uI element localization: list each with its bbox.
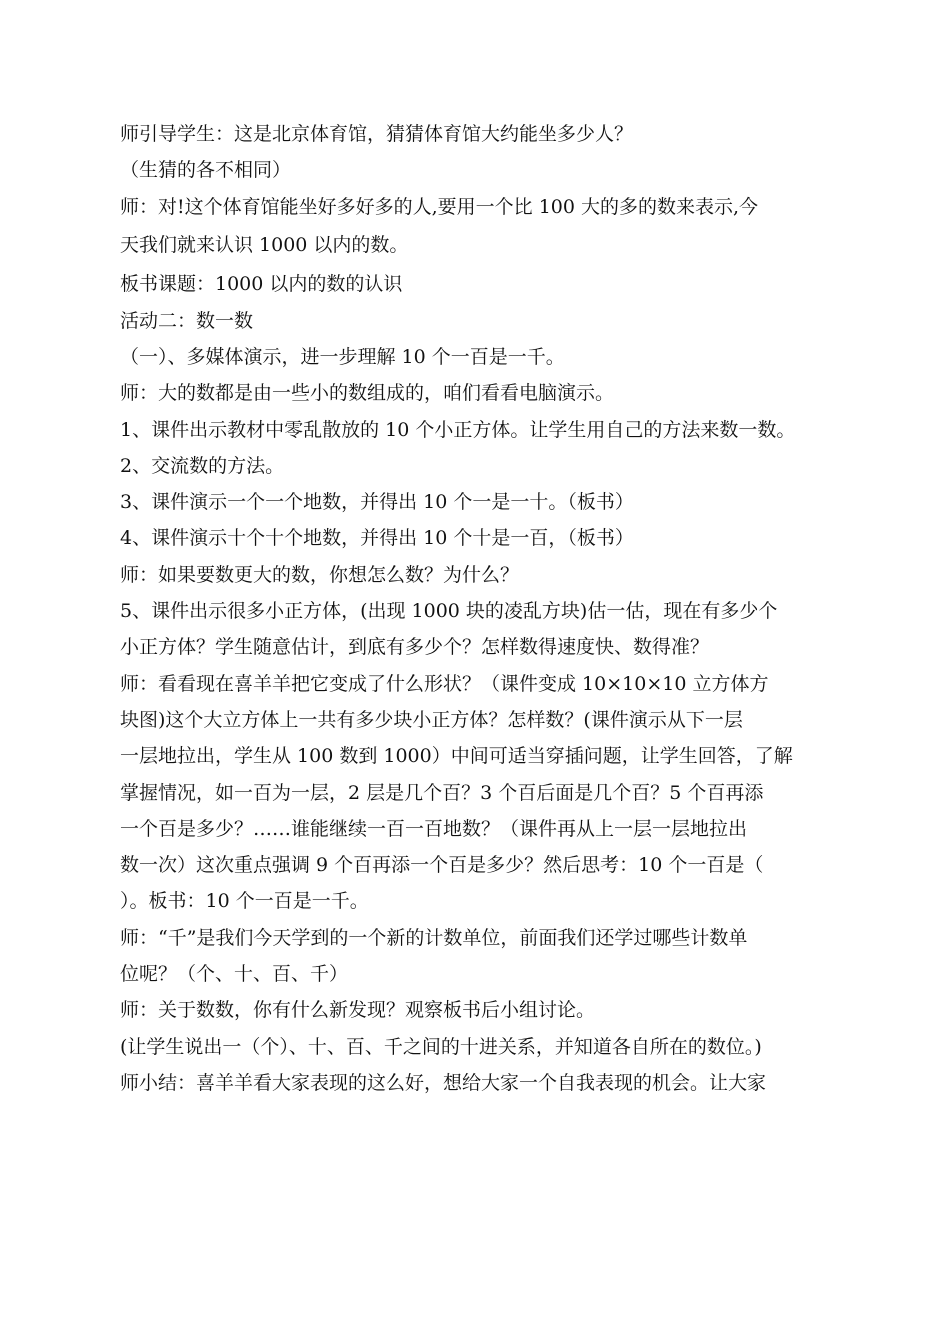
text-line: 块图)这个大立方体上一共有多少块小正方体？怎样数？(课件演示从下一层 xyxy=(120,708,743,731)
text-line: 3、课件演示一个一个地数，并得出 10 个一是一十。（板书） xyxy=(120,491,634,514)
document-body xyxy=(120,116,855,1101)
text-line: 一个百是多少？……谁能继续一百一百地数？（课件再从上一层一层地拉出 xyxy=(120,817,748,840)
text-line: 4、课件演示十个十个地数，并得出 10 个十是一百，（板书） xyxy=(120,527,634,550)
text-line: ）。板书：10 个一百是一千。 xyxy=(120,890,369,913)
text-line: 师：如果要数更大的数，你想怎么数？为什么？ xyxy=(120,563,520,586)
text-line: 师引导学生：这是北京体育馆，猜猜体育馆大约能坐多少人？ xyxy=(120,123,634,145)
text-line: 活动二：数一数 xyxy=(120,309,254,332)
text-line: (让学生说出一（个）、十、百、千之间的十进关系，并知道各自所在的数位。) xyxy=(120,1035,762,1058)
text-line: 位呢？（个、十、百、千） xyxy=(120,963,349,986)
text-line: 小正方体？学生随意估计，到底有多少个？怎样数得速度快、数得准？ xyxy=(120,636,710,659)
text-line: 数一次）这次重点强调 9 个百再添一个百是多少？然后思考：10 个一百是（ xyxy=(120,854,764,877)
text-line: 师：大的数都是由一些小的数组成的，咱们看看电脑演示。 xyxy=(120,382,615,405)
text-line: 师小结：喜羊羊看大家表现的这么好，想给大家一个自我表现的机会。让大家 xyxy=(120,1071,767,1094)
text-line: 1、课件出示教材中零乱散放的 10 个小正方体。让学生用自己的方法来数一数。 xyxy=(120,418,796,441)
text-line: 一层地拉出，学生从 100 数到 1000）中间可适当穿插问题，让学生回答，了解 xyxy=(120,745,793,768)
text-line: 师：对!这个体育馆能坐好多好多的人,要用一个比 100 大的多的数来表示,今 xyxy=(120,195,759,218)
text-line: 2、交流数的方法。 xyxy=(120,454,285,477)
text-line: （一）、多媒体演示，进一步理解 10 个一百是一千。 xyxy=(120,345,565,368)
text-line: （生猜的各不相同） xyxy=(120,159,292,182)
text-line: 师：关于数数，你有什么新发现？观察板书后小组讨论。 xyxy=(120,999,596,1022)
text-line: 5、课件出示很多小正方体，(出现 1000 块的凌乱方块)估一估，现在有多少个 xyxy=(120,600,778,623)
text-line: 板书课题：1000 以内的数的认识 xyxy=(120,273,403,296)
text-line: 师：“千”是我们今天学到的一个新的计数单位，前面我们还学过哪些计数单 xyxy=(120,926,748,949)
text-line: 掌握情况，如一百为一层，2 层是几个百？3 个百后面是几个百？5 个百再添 xyxy=(120,781,764,804)
text-line: 师：看看现在喜羊羊把它变成了什么形状？（课件变成 10×10×10 立方体方 xyxy=(120,672,769,695)
text-line: 天我们就来认识 1000 以内的数。 xyxy=(120,233,409,256)
